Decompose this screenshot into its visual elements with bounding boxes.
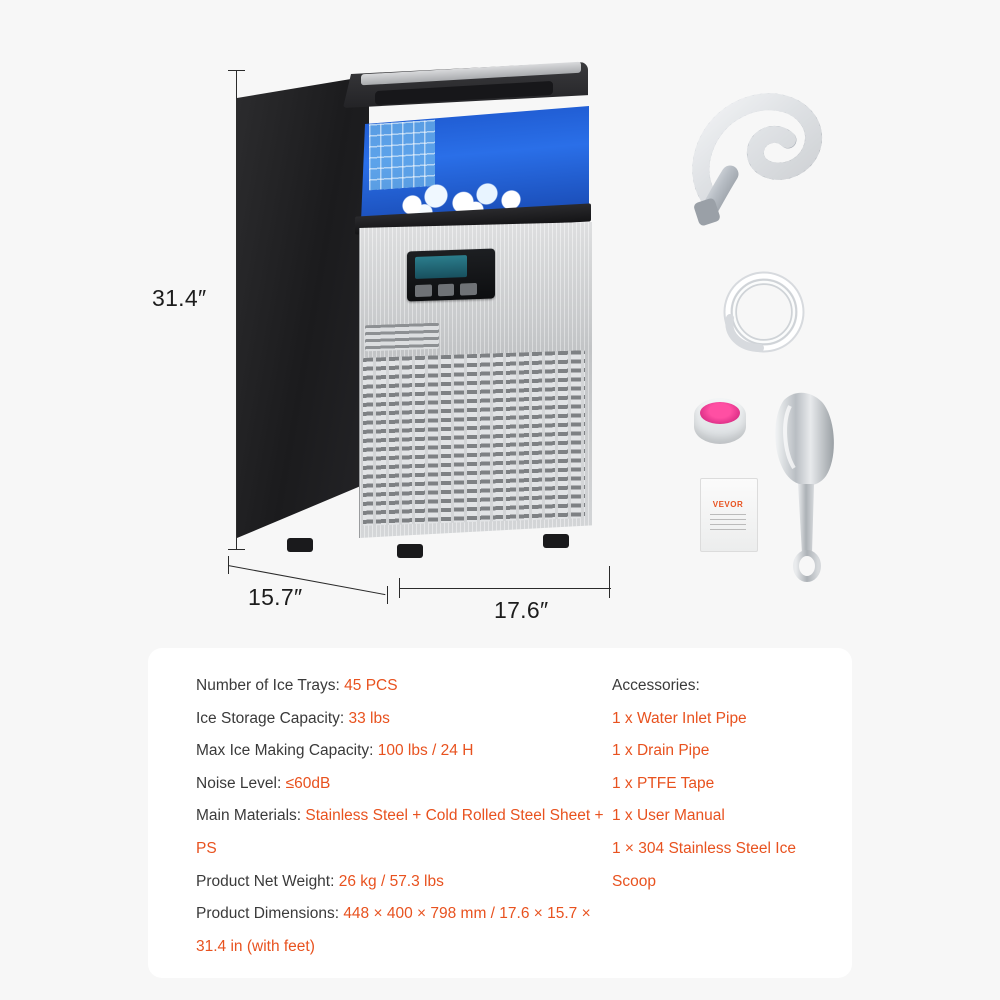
- spec-label: Number of Ice Trays:: [196, 677, 345, 694]
- spec-value: 100 lbs / 24 H: [377, 742, 474, 760]
- accessory-item: 1 x Drain Pipe: [612, 742, 710, 760]
- water-inlet-pipe-icon: [714, 262, 814, 362]
- spec-value: 448 × 400 × 798 mm / 17.6 × 15.7 × 31.4 in (with feet): [196, 905, 591, 955]
- spec-label: Ice Storage Capacity:: [196, 709, 349, 727]
- accessory-item: 1 x User Manual: [612, 807, 725, 825]
- machine-foot: [287, 538, 313, 552]
- display-screen: [415, 255, 467, 279]
- control-buttons: [415, 283, 477, 297]
- manual-text-lines: [710, 514, 746, 532]
- drain-pipe-icon: [690, 78, 840, 228]
- spec-label: Product Net Weight:: [196, 872, 339, 890]
- spec-row: [196, 800, 616, 865]
- drain-pipe-accessory: [690, 78, 840, 228]
- spec-label: Max Ice Making Capacity:: [196, 742, 378, 760]
- ptfe-tape-accessory: [694, 398, 746, 444]
- machine-foot: [543, 534, 569, 548]
- depth-tick-left: [228, 556, 229, 574]
- width-dim-line: [399, 588, 611, 589]
- depth-label: 15.7″: [248, 584, 303, 610]
- spec-value: 45 PCS: [344, 677, 398, 694]
- control-button: [438, 284, 455, 297]
- accessories-title: Accessories:: [612, 677, 700, 694]
- manual-brand-label: VEVOR: [712, 500, 744, 509]
- width-tick-right: [609, 566, 610, 598]
- spec-value: Stainless Steel + Cold Rolled Steel Sheet + PS: [196, 807, 604, 857]
- spec-label: Main Materials:: [196, 807, 306, 825]
- spec-value: ≤60dB: [285, 774, 331, 792]
- spec-row: [196, 703, 616, 736]
- spec-row: [196, 866, 616, 899]
- accessories-list: [612, 670, 842, 898]
- spec-row: [196, 768, 616, 801]
- accessory-item: 1 × 304 Stainless Steel Ice Scoop: [612, 839, 796, 890]
- condenser-grille-overlay: [363, 350, 585, 526]
- specs-list: [196, 670, 616, 963]
- height-label: 31.4″: [152, 285, 207, 311]
- spec-label: Noise Level:: [196, 774, 286, 792]
- specifications-card: [148, 648, 852, 978]
- spec-label: Product Dimensions:: [196, 905, 344, 923]
- machine-side-panel: [237, 76, 369, 538]
- width-tick-left: [399, 578, 400, 598]
- control-button: [415, 285, 432, 298]
- ice-scoop-icon: [768, 392, 848, 588]
- water-inlet-pipe-accessory: [714, 262, 814, 362]
- upper-vent: [365, 323, 439, 352]
- control-button: [460, 283, 477, 296]
- ice-scoop-accessory: [768, 392, 848, 588]
- ptfe-tape-core: [700, 402, 740, 424]
- spec-value: 33 lbs: [348, 709, 390, 727]
- spec-row: [196, 898, 616, 963]
- spec-row: [196, 670, 616, 703]
- spec-value: 26 kg / 57.3 lbs: [338, 872, 444, 890]
- ice-maker-machine: [237, 62, 589, 562]
- accessory-item: 1 x Water Inlet Pipe: [612, 709, 747, 727]
- width-label: 17.6″: [494, 597, 549, 623]
- machine-foot: [397, 544, 423, 558]
- accessory-item: 1 x PTFE Tape: [612, 774, 715, 792]
- depth-tick-right: [387, 586, 388, 604]
- spec-row: [196, 735, 616, 768]
